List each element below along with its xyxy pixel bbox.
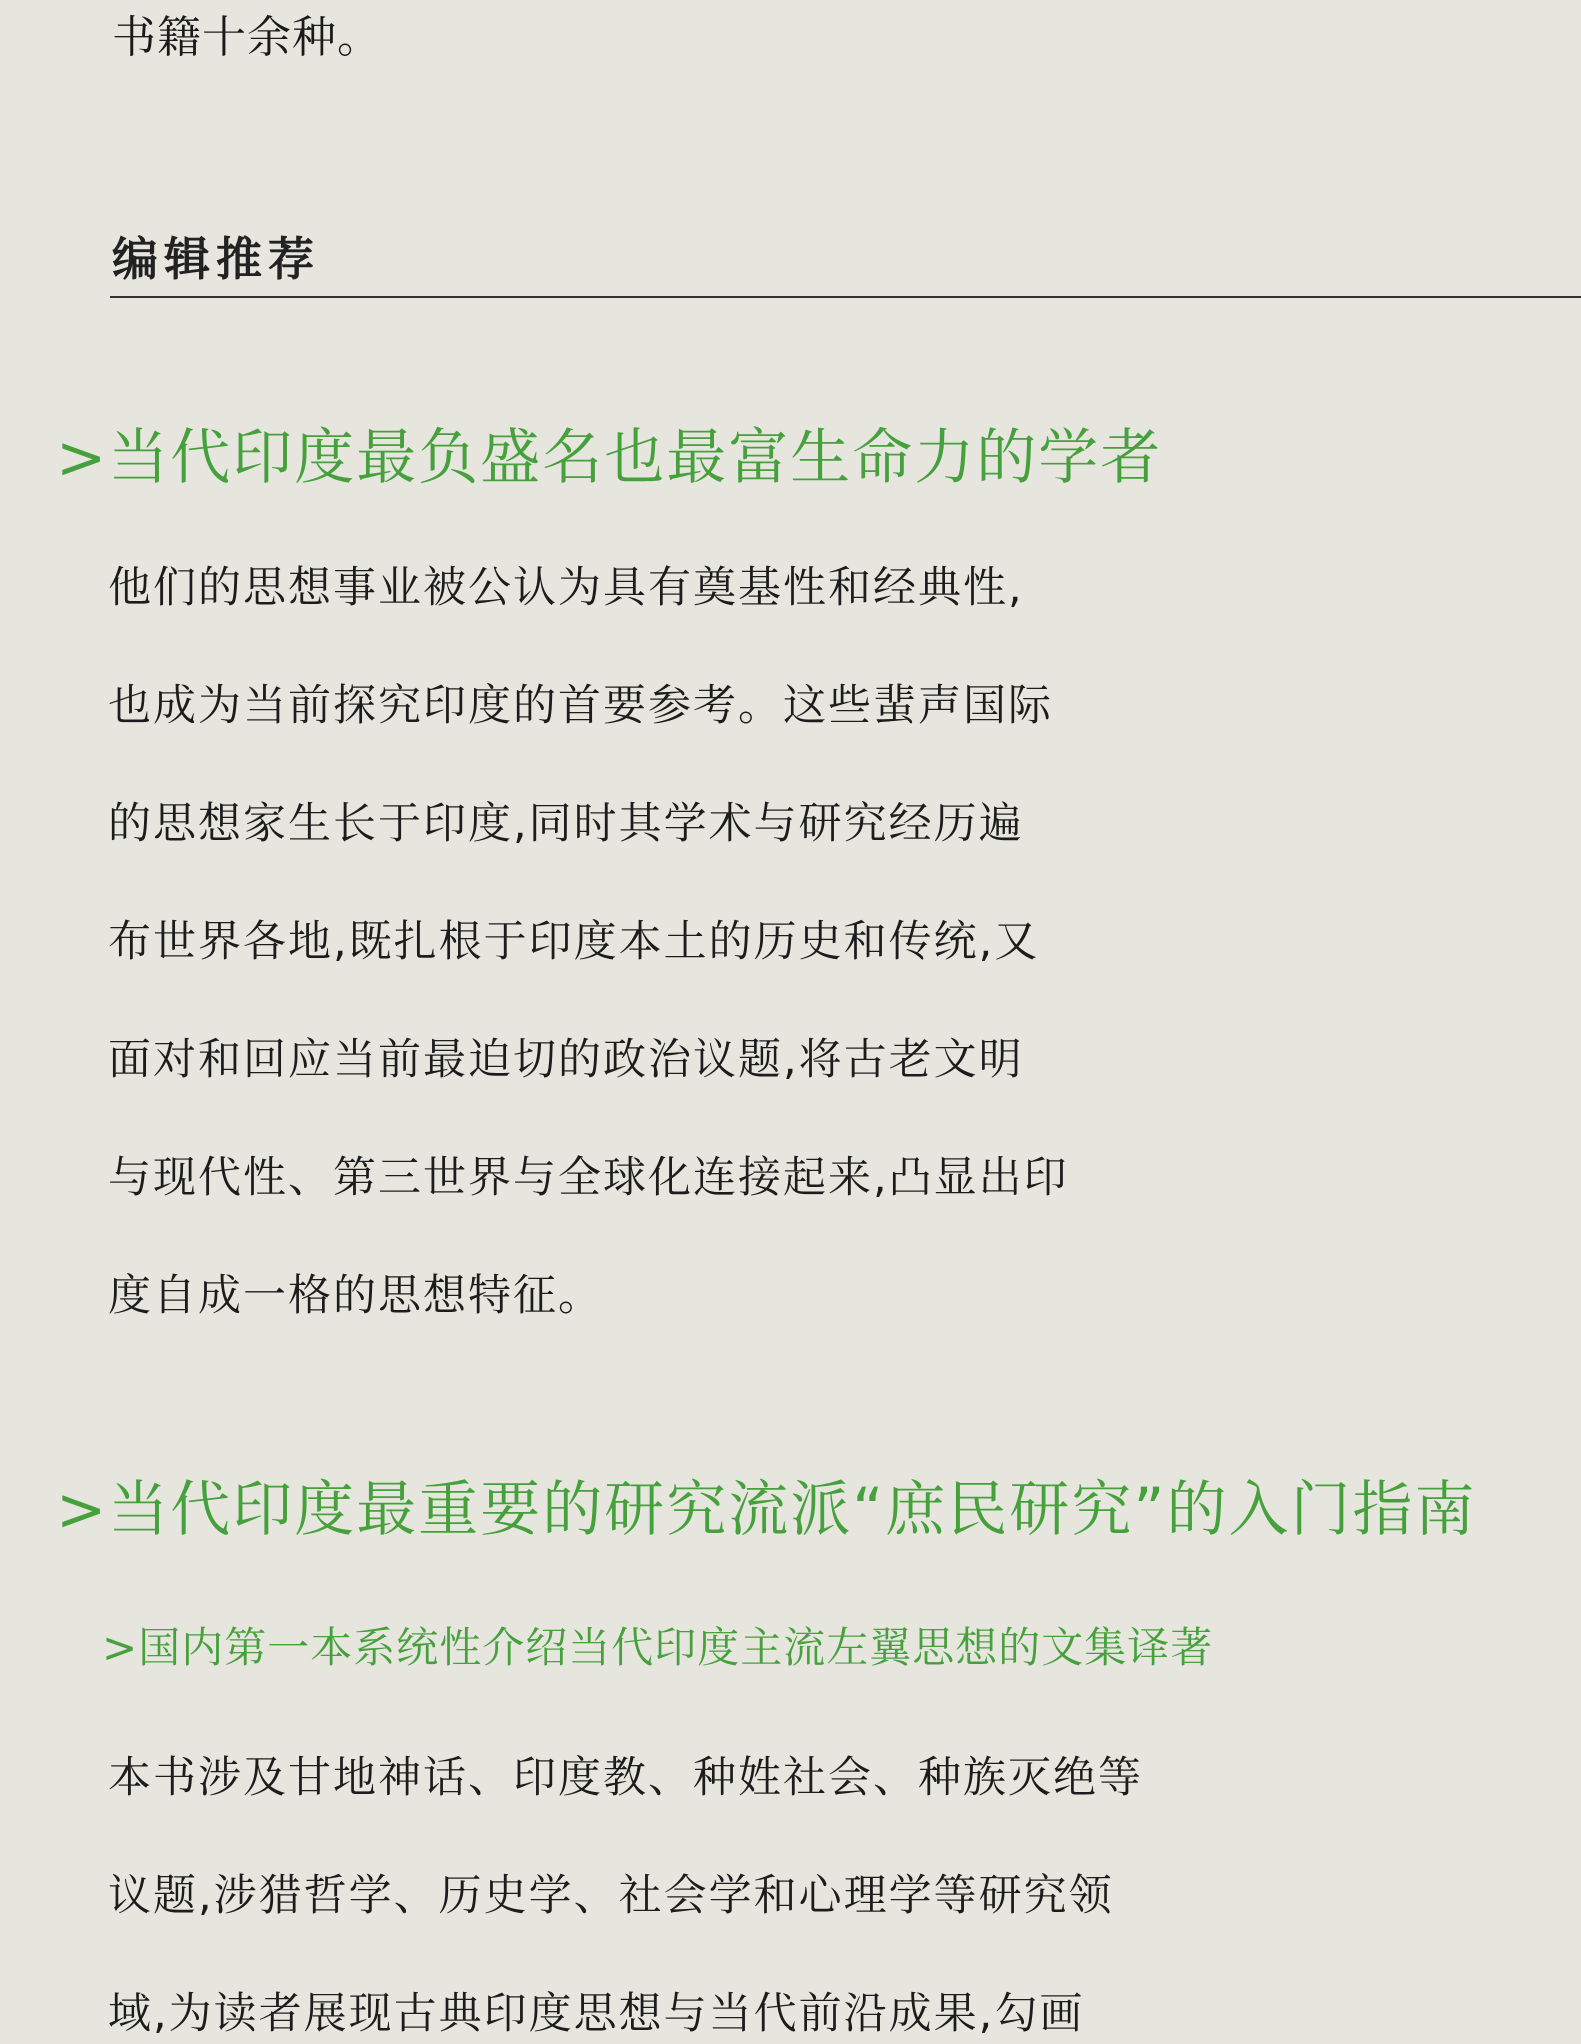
section-divider bbox=[110, 296, 1581, 298]
paragraph-line: 度自成一格的思想特征。 bbox=[108, 1271, 603, 1321]
paragraph-line: 他们的思想事业被公认为具有奠基性和经典性, bbox=[108, 563, 1024, 613]
section-heading-editor-recommendation: 编辑推荐 bbox=[112, 232, 320, 286]
paragraph-line: 域,为读者展现古典印度思想与当代前沿成果,勾画 bbox=[108, 1989, 1085, 2039]
previous-paragraph-fragment: 书籍十余种。 bbox=[112, 12, 382, 63]
paragraph-line: 与现代性、第三世界与全球化连接起来,凸显出印 bbox=[108, 1153, 1069, 1203]
paragraph-line: 议题,涉猎哲学、历史学、社会学和心理学等研究领 bbox=[108, 1871, 1114, 1921]
paragraph-line: 本书涉及甘地神话、印度教、种姓社会、种族灭绝等 bbox=[108, 1753, 1143, 1803]
highlight-heading-1: >当代印度最负盛名也最富生命力的学者 bbox=[56, 423, 1163, 493]
highlight-heading-2: >当代印度最重要的研究流派“庶民研究”的入门指南 bbox=[56, 1475, 1477, 1545]
paragraph-line: 面对和回应当前最迫切的政治议题,将古老文明 bbox=[108, 1035, 1024, 1085]
highlight-subheading-2: >国内第一本系统性介绍当代印度主流左翼思想的文集译著 bbox=[102, 1623, 1214, 1672]
paragraph-line: 的思想家生长于印度,同时其学术与研究经历遍 bbox=[108, 799, 1024, 849]
paragraph-line: 也成为当前探究印度的首要参考。这些蜚声国际 bbox=[108, 681, 1053, 731]
paragraph-line: 布世界各地,既扎根于印度本土的历史和传统,又 bbox=[108, 917, 1040, 967]
